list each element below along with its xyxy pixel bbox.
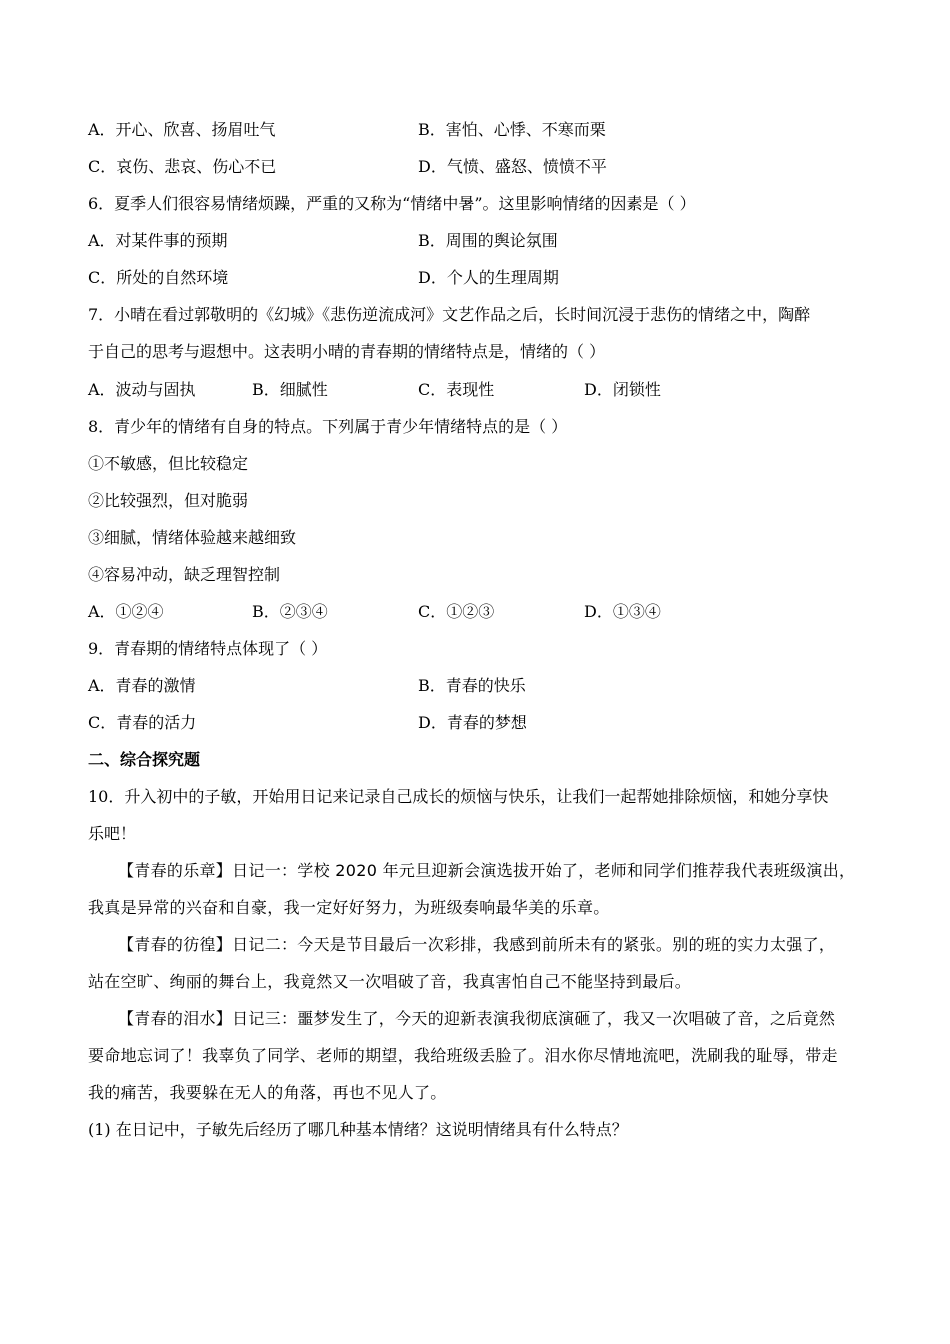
q7-option-c: C．表现性 bbox=[418, 380, 495, 399]
q10-subquestion-1: (1) 在日记中，子敏先后经历了哪几种基本情绪？这说明情绪具有什么特点？ bbox=[88, 1120, 628, 1139]
q10-stem-line1: 10．升入初中的子敏，开始用日记来记录自己成长的烦恼与快乐，让我们一起帮她排除烦恼，和她分享快 bbox=[88, 787, 829, 806]
q6-option-d: D．个人的生理周期 bbox=[418, 268, 559, 287]
q5-option-d: D．气愤、盛怒、愤愤不平 bbox=[418, 157, 607, 176]
q5-option-c: C．哀伤、悲哀、伤心不已 bbox=[88, 157, 277, 176]
q9-option-d: D．青春的梦想 bbox=[418, 713, 527, 732]
q10-diary1-line1: 【青春的乐章】日记一：学校 2020 年元旦迎新会演选拔开始了，老师和同学们推荐我代表班级演出， bbox=[118, 861, 856, 880]
q8-item-4: ④容易冲动，缺乏理智控制 bbox=[88, 565, 281, 584]
q8-option-c: C．①②③ bbox=[418, 602, 495, 621]
q9-stem: 9．青春期的情绪特点体现了（ ） bbox=[88, 639, 328, 658]
q9-option-a: A．青春的激情 bbox=[88, 676, 196, 695]
q10-diary3-line3: 我的痛苦，我要躲在无人的角落，再也不见人了。 bbox=[88, 1083, 447, 1102]
q8-item-2: ②比较强烈，但对脆弱 bbox=[88, 491, 249, 510]
q9-option-c: C．青春的活力 bbox=[88, 713, 197, 732]
q6-stem: 6．夏季人们很容易情绪烦躁，严重的又称为“情绪中暑”。这里影响情绪的因素是（ ） bbox=[88, 194, 696, 213]
q8-option-a: A．①②④ bbox=[88, 602, 164, 621]
q10-stem-line2: 乐吧！ bbox=[88, 824, 137, 843]
q5-option-a: A．开心、欣喜、扬眉吐气 bbox=[88, 120, 276, 139]
q8-item-1: ①不敏感，但比较稳定 bbox=[88, 454, 249, 473]
q8-option-d: D．①③④ bbox=[584, 602, 661, 621]
q7-option-a: A．波动与固执 bbox=[88, 380, 196, 399]
q10-diary1-line2: 我真是异常的兴奋和自豪，我一定好好努力，为班级奏响最华美的乐章。 bbox=[88, 898, 610, 917]
q5-option-b: B．害怕、心悸、不寒而栗 bbox=[418, 120, 606, 139]
q7-option-b: B．细腻性 bbox=[252, 380, 328, 399]
q7-stem-line2: 于自己的思考与遐想中。这表明小晴的青春期的情绪特点是，情绪的（ ） bbox=[88, 342, 606, 361]
q9-option-b: B．青春的快乐 bbox=[418, 676, 526, 695]
q8-stem: 8．青少年的情绪有自身的特点。下列属于青少年情绪特点的是（ ） bbox=[88, 417, 568, 436]
q6-option-a: A．对某件事的预期 bbox=[88, 231, 228, 250]
q6-option-c: C．所处的自然环境 bbox=[88, 268, 229, 287]
q8-item-3: ③细腻，情绪体验越来越细致 bbox=[88, 528, 297, 547]
q10-diary3-line2: 要命地忘词了！我辜负了同学、老师的期望，我给班级丢脸了。泪水你尽情地流吧，洗刷我的耻辱，带走 bbox=[88, 1046, 838, 1065]
q7-stem-line1: 7．小晴在看过郭敬明的《幻城》《悲伤逆流成河》文艺作品之后，长时间沉浸于悲伤的情绪之中，陶醉 bbox=[88, 305, 811, 324]
section-heading: 二、综合探究题 bbox=[88, 750, 201, 769]
q10-diary3-line1: 【青春的泪水】日记三：噩梦发生了，今天的迎新表演我彻底演砸了，我又一次唱破了音，之后竟然 bbox=[118, 1009, 836, 1028]
q10-diary2-line2: 站在空旷、绚丽的舞台上，我竟然又一次唱破了音，我真害怕自己不能坚持到最后。 bbox=[88, 972, 692, 991]
q8-option-b: B．②③④ bbox=[252, 602, 328, 621]
q6-option-b: B．周围的舆论氛围 bbox=[418, 231, 558, 250]
q7-option-d: D．闭锁性 bbox=[584, 380, 661, 399]
q10-diary2-line1: 【青春的彷徨】日记二：今天是节目最后一次彩排，我感到前所未有的紧张。别的班的实力太强了， bbox=[118, 935, 836, 954]
